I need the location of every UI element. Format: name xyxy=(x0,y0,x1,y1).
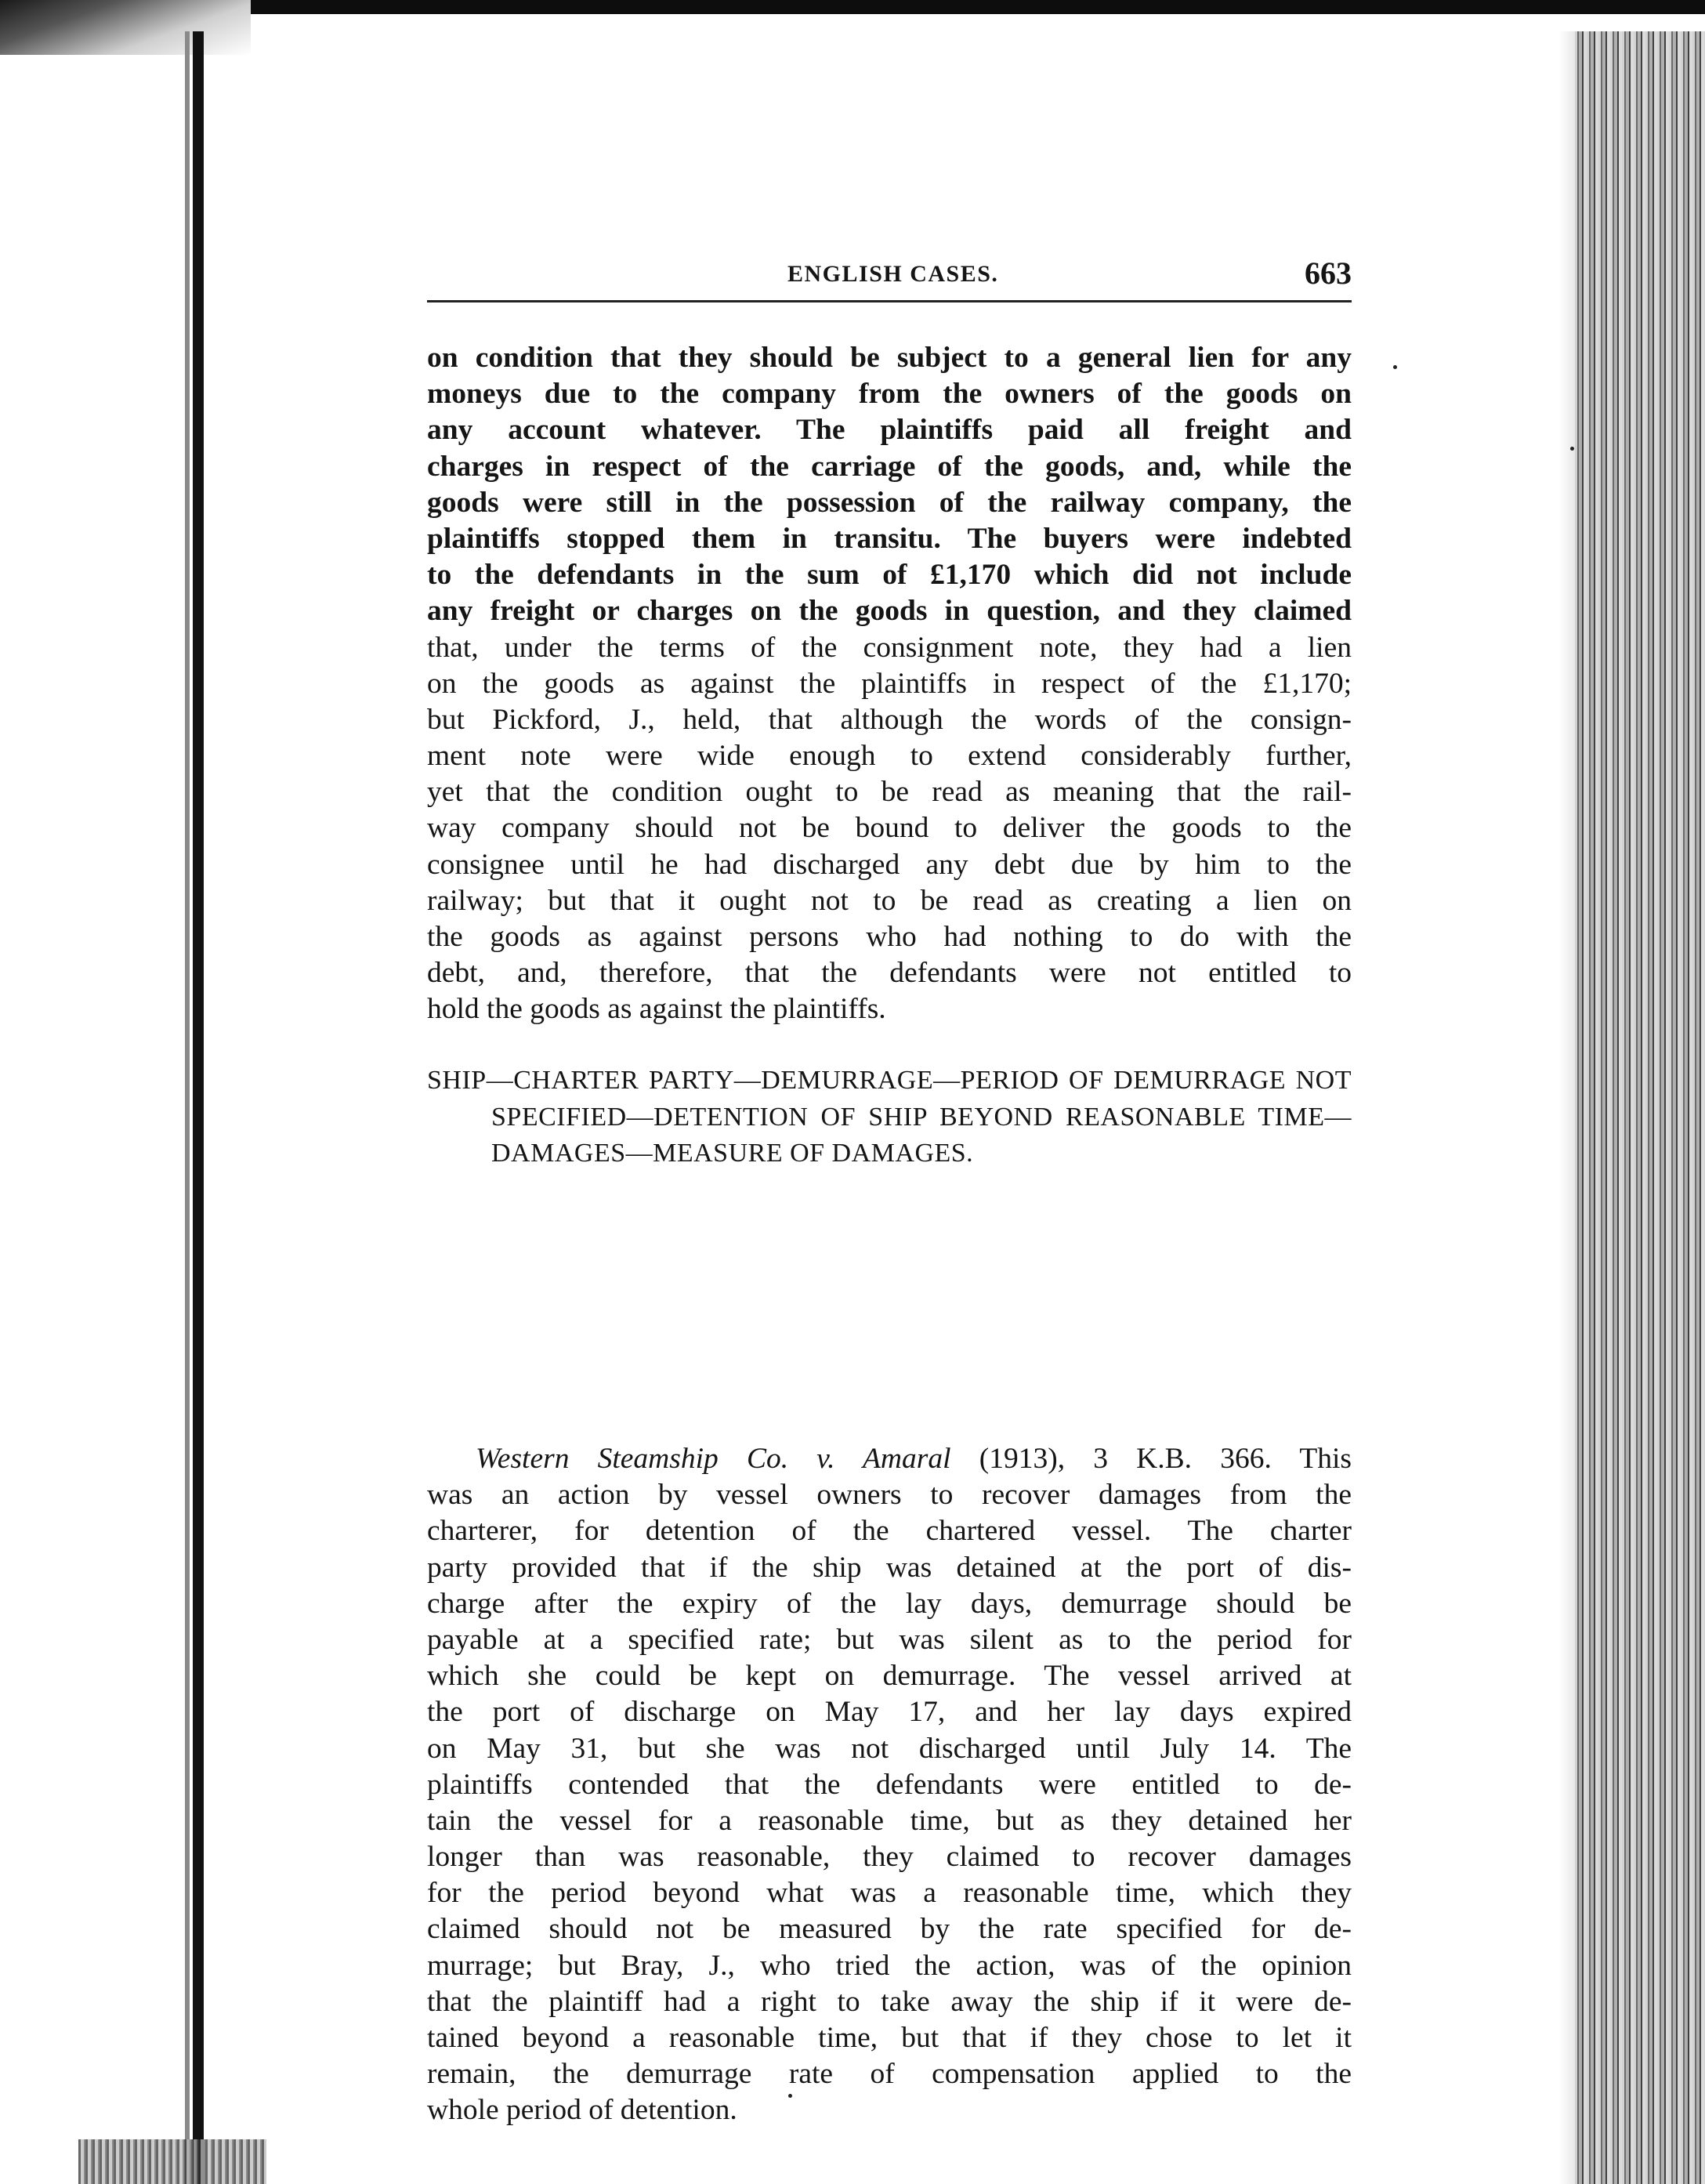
text-line: railway; but that it ought not to be read as creating a lien on xyxy=(427,884,1352,917)
text-line: on May 31, but she was not discharged until July 14. The xyxy=(427,1732,1352,1765)
text-line: that, under the terms of the consignment note, they had a lien xyxy=(427,631,1352,664)
binding-shadow xyxy=(185,31,190,2184)
text-line: whole period of detention. xyxy=(427,2094,737,2127)
case-name: Western Steamship Co. v. Amaral xyxy=(476,1443,951,1475)
text-line: which she could be kept on demurrage. The vessel arrived at xyxy=(427,1660,1352,1693)
text-line: hold the goods as against the plaintiffs. xyxy=(427,993,886,1026)
binding-gutter xyxy=(193,31,204,2184)
scan-speck xyxy=(1393,365,1397,369)
text-line: tained beyond a reasonable time, but that if they chose to let it xyxy=(427,2022,1352,2054)
text-line: payable at a specified rate; but was silent as to the period for xyxy=(427,1623,1352,1656)
text-line: any freight or charges on the goods in question, and they claimed xyxy=(427,595,1352,628)
text-line: was an action by vessel owners to recover damages from the xyxy=(427,1479,1352,1512)
text-line: remain, the demurrage rate of compensation applied to the xyxy=(427,2058,1352,2091)
text-line: charterer, for detention of the chartered vessel. The charter xyxy=(427,1515,1352,1548)
text-line: charges in respect of the carriage of the goods, and, while the xyxy=(427,450,1352,483)
text-line: on condition that they should be subject to a general lien for any xyxy=(427,342,1352,374)
text-line: the goods as against persons who had nothing to do with the xyxy=(427,921,1352,953)
text-line: that the plaintiff had a right to take away the ship if it were de- xyxy=(427,1985,1352,2018)
text-line: the port of discharge on May 17, and her lay days expired xyxy=(427,1696,1352,1729)
text-line: murrage; but Bray, J., who tried the action, was of the opinion xyxy=(427,1949,1352,1982)
text-line: plaintiffs contended that the defendants were entitled to de- xyxy=(427,1768,1352,1801)
scan-corner-shadow xyxy=(0,0,251,55)
text-line: way company should not be bound to deliver the goods to the xyxy=(427,812,1352,845)
text-line: moneys due to the company from the owners of the goods on xyxy=(427,378,1352,411)
text-line: to the defendants in the sum of £1,170 which did not include xyxy=(427,559,1352,592)
text-line: plaintiffs stopped them in transitu. The buyers were indebted xyxy=(427,522,1352,555)
text-line: for the period beyond what was a reasonable time, which they xyxy=(427,1877,1352,1910)
text-line: consignee until he had discharged any debt due by him to the xyxy=(427,848,1352,881)
heading-line: SHIP—CHARTER PARTY—DEMURRAGE—PERIOD OF DEMURRAGE NOT xyxy=(427,1066,1352,1095)
scan-corner-noise xyxy=(78,2139,266,2184)
text-line: but Pickford, J., held, that although the words of the consign- xyxy=(427,703,1352,736)
heading-line: SPECIFIED—DETENTION OF SHIP BEYOND REASONABLE TIME— xyxy=(491,1102,1352,1132)
text-line: longer than was reasonable, they claimed to recover damages xyxy=(427,1841,1352,1874)
text-line: goods were still in the possession of the railway company, the xyxy=(427,486,1352,519)
text-line: charge after the expiry of the lay days, demurrage should be xyxy=(427,1587,1352,1620)
running-head: ENGLISH CASES. xyxy=(787,261,999,287)
text-line: debt, and, therefore, that the defendants were not entitled to xyxy=(427,957,1352,990)
page-header xyxy=(427,255,1352,300)
text-line: yet that the condition ought to be read as meaning that the rail- xyxy=(427,776,1352,809)
paragraph-lien-case xyxy=(427,340,1352,1028)
page-stack-edge xyxy=(1575,31,1705,2184)
case-citation-line xyxy=(427,1441,1352,1477)
text-line: ment note were wide enough to extend considerably further, xyxy=(427,740,1352,773)
case-citation: (1913), 3 K.B. 366. This xyxy=(950,1443,1352,1475)
paragraph-demurrage-case xyxy=(427,1441,1352,2129)
text-line: tain the vessel for a reasonable time, but as they detained her xyxy=(427,1804,1352,1837)
heading-line: DAMAGES—MEASURE OF DAMAGES. xyxy=(491,1139,974,1168)
header-rule xyxy=(427,300,1352,302)
text-line: claimed should not be measured by the rate specified for de- xyxy=(427,1913,1352,1946)
page-number: 663 xyxy=(1305,255,1352,291)
text-line: any account whatever. The plaintiffs paid all freight and xyxy=(427,414,1352,447)
text-line: party provided that if the ship was detained at the port of dis- xyxy=(427,1551,1352,1584)
section-heading xyxy=(427,1063,1352,1172)
scan-top-edge xyxy=(0,0,1705,14)
text-line: on the goods as against the plaintiffs in respect of the £1,170; xyxy=(427,667,1352,700)
scan-speck xyxy=(1570,447,1574,451)
